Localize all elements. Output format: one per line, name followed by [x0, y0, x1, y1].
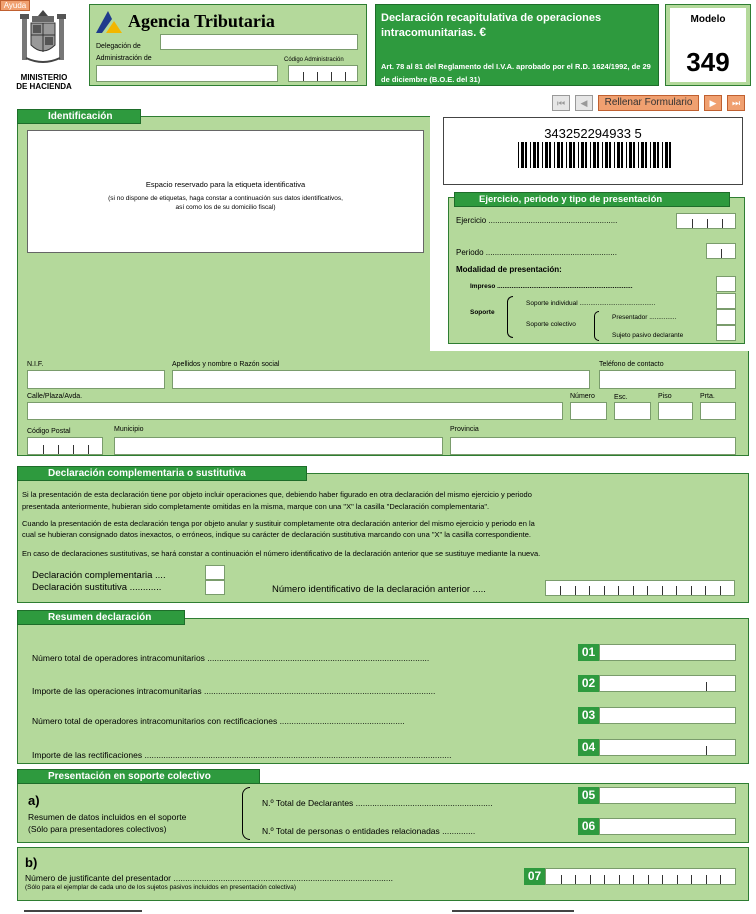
apellidos-field[interactable]	[172, 370, 590, 389]
periodo-label: Periodo ...........................................................	[456, 248, 617, 257]
numero-label: Número	[570, 393, 595, 400]
sujeto-pasivo-checkbox[interactable]	[716, 325, 736, 341]
numero-anterior-label: Número identificativo de la declaración anterior .....	[272, 584, 486, 595]
resumen-code-02: 02	[578, 675, 599, 692]
esc-field[interactable]	[614, 402, 651, 420]
last-page-button[interactable]: ⏭	[727, 95, 745, 111]
resumen-row-04-label: Importe de las rectificaciones ..................................................................................................................................	[32, 750, 452, 760]
complementaria-p1b: presentada anteriormente, hubieran sido completamente omitidas en la misma, marque con una "X" la casilla "Declaración complementaria".	[22, 502, 490, 511]
complementaria-p2b: cual se hubieran consignado datos inexactos, o erróneos, indique su carácter de declaración sustitutiva marcando con una "X" la casilla correspondiente.	[22, 530, 531, 539]
fill-form-button[interactable]: Rellenar Formulario	[598, 95, 699, 111]
provincia-field[interactable]	[450, 437, 736, 455]
piso-label: Piso	[658, 393, 672, 400]
code-07: 07	[524, 868, 545, 885]
ministerio-label: MINISTERIO DE HACIENDA	[16, 73, 72, 91]
label-space-note2: así como los de su domicilio fiscal)	[175, 204, 276, 211]
resumen-code-04: 04	[578, 739, 599, 756]
calle-field[interactable]	[27, 402, 563, 420]
telefono-field[interactable]	[599, 370, 736, 389]
resumen-tab: Resumen declaración	[17, 610, 185, 625]
soporte-individual-checkbox[interactable]	[716, 293, 736, 309]
calle-label: Calle/Plaza/Avda.	[27, 393, 83, 400]
declaracion-title: Declaración recapitulativa de operaciones intracomunitarias. €	[381, 12, 602, 39]
codigo-admin-label: Código Administración	[284, 57, 344, 63]
label-space	[27, 130, 424, 253]
telefono-label: Teléfono de contacto	[599, 361, 664, 368]
municipio-field[interactable]	[114, 437, 443, 455]
soporte-colectivo-tab: Presentación en soporte colectivo	[17, 769, 260, 784]
soporte-individual-label: Soporte individual ..........................................	[526, 300, 656, 307]
bottom-line-right	[452, 910, 574, 912]
ejercicio-field[interactable]	[676, 213, 736, 229]
prev-page-button[interactable]: ◀	[575, 95, 593, 111]
apellidos-label: Apellidos y nombre o Razón social	[172, 361, 280, 368]
barcode-number: 343252294933 5	[544, 126, 642, 141]
complementaria-label: Declaración complementaria ....	[32, 570, 166, 581]
presentador-label: Presentador ...............	[612, 314, 677, 321]
resumen-field-02[interactable]	[599, 675, 736, 692]
numero-anterior-field[interactable]	[545, 580, 735, 596]
legal-reference: Art. 78 al 81 del Reglamento del I.V.A. aprobado por el R.D. 1624/1992, de 29 de diciembre (B.O.E. del 31)	[381, 62, 651, 84]
euro-icon: €	[479, 25, 487, 39]
prta-label: Prta.	[700, 393, 715, 400]
declarantes-label: N.º Total de Declarantes ..........................................................	[262, 798, 493, 808]
delegacion-field[interactable]	[160, 34, 358, 50]
presentador-checkbox[interactable]	[716, 309, 736, 325]
soporte-label: Soporte	[470, 309, 495, 316]
section-b-line2: (Sólo para el ejemplar de cada uno de los sujetos pasivos incluidos en presentación colectiva)	[25, 884, 296, 891]
ejercicio-tab: Ejercicio, periodo y tipo de presentación	[454, 192, 730, 207]
impreso-checkbox[interactable]	[716, 276, 736, 292]
justificante-field[interactable]	[545, 868, 736, 885]
first-page-button[interactable]: ⏮	[552, 95, 570, 111]
codigo-postal-label: Código Postal	[27, 428, 71, 435]
municipio-label: Municipio	[114, 426, 144, 433]
colectivo-brace	[594, 311, 599, 341]
ejercicio-label: Ejercicio ..........................................................	[456, 216, 618, 225]
code-05: 05	[578, 787, 599, 804]
nif-field[interactable]	[27, 370, 165, 389]
resumen-field-01[interactable]	[599, 644, 736, 661]
administracion-field[interactable]	[96, 65, 278, 82]
resumen-code-03: 03	[578, 707, 599, 724]
section-a-label: a)	[28, 793, 40, 808]
coat-of-arms-icon	[18, 8, 68, 70]
ayuda-button[interactable]: Ayuda	[0, 0, 30, 11]
nif-label: N.I.F.	[27, 361, 44, 368]
complementaria-checkbox[interactable]	[205, 565, 225, 580]
esc-label: Esc.	[614, 394, 628, 401]
modelo-label: Modelo	[690, 14, 726, 25]
section-a-line2: (Sólo para presentadores colectivos)	[28, 824, 167, 834]
agencia-title: Agencia Tributaria	[128, 11, 275, 31]
section-a-brace	[242, 787, 250, 840]
administracion-label: Administración de	[96, 55, 152, 62]
code-06: 06	[578, 818, 599, 835]
resumen-field-03[interactable]	[599, 707, 736, 724]
impreso-label: Impreso ...........................................................................	[470, 283, 633, 290]
modelo-number: 349	[686, 47, 730, 77]
complementaria-p3: En caso de declaraciones sustitutivas, se hará constar a continuación el número identificativo de la declaración anterior que se sustituye mediante la nueva.	[22, 549, 541, 558]
resumen-row-03-label: Número total de operadores intracomunitarios con rectificaciones .....................................................	[32, 716, 405, 726]
resumen-code-01: 01	[578, 644, 599, 661]
periodo-field[interactable]	[706, 243, 736, 259]
piso-field[interactable]	[658, 402, 693, 420]
complementaria-tab: Declaración complementaria o sustitutiva	[17, 466, 307, 481]
section-b-label: b)	[25, 855, 38, 870]
delegacion-label: Delegación de	[96, 43, 141, 50]
section-a-line1: Resumen de datos incluidos en el soporte	[28, 812, 187, 822]
agencia-logo-icon	[94, 9, 124, 35]
prta-field[interactable]	[700, 402, 736, 420]
codigo-postal-field[interactable]	[27, 437, 103, 455]
identificacion-tab: Identificación	[17, 109, 141, 124]
sujeto-pasivo-label: Sujeto pasivo declarante	[612, 332, 684, 339]
declarantes-field[interactable]	[599, 787, 736, 804]
resumen-field-04[interactable]	[599, 739, 736, 756]
modalidad-label: Modalidad de presentación:	[456, 265, 562, 274]
section-b-line1: Número de justificante del presentador .............................................................................................	[25, 873, 393, 883]
provincia-label: Provincia	[450, 426, 479, 433]
sustitutiva-label: Declaración sustitutiva ............	[32, 582, 162, 593]
label-space-title: Espacio reservado para la etiqueta identificativa	[145, 180, 306, 189]
barcode-icon	[518, 142, 674, 168]
resumen-row-02-label: Importe de las operaciones intracomunitarias ..................................................................................................	[32, 686, 436, 696]
personas-label: N.º Total de personas o entidades relacionadas ..............	[262, 826, 476, 836]
numero-field[interactable]	[570, 402, 607, 420]
codigo-admin-field[interactable]	[288, 65, 358, 82]
resumen-row-01-label: Número total de operadores intracomunitarios ..............................................................................................	[32, 653, 430, 663]
complementaria-p2a: Cuando la presentación de esta declaración tenga por objeto anular y sustituir completamente otra declaración anterior del mismo ejercicio y periodo en la	[22, 519, 535, 528]
next-page-button[interactable]: ▶	[704, 95, 722, 111]
soporte-colectivo-label: Soporte colectivo	[526, 321, 576, 328]
ministerio-seal	[18, 8, 68, 70]
sustitutiva-checkbox[interactable]	[205, 580, 225, 595]
personas-field[interactable]	[599, 818, 736, 835]
label-space-note1: (si no dispone de etiquetas, haga constar a continuación sus datos identificativos,	[108, 195, 343, 202]
soporte-brace	[507, 296, 513, 338]
complementaria-p1a: Si la presentación de esta declaración tiene por objeto incluir operaciones que, debiendo haber figurado en otra declaración del mismo ejercicio y periodo	[22, 490, 532, 499]
bottom-line-left	[24, 910, 142, 912]
